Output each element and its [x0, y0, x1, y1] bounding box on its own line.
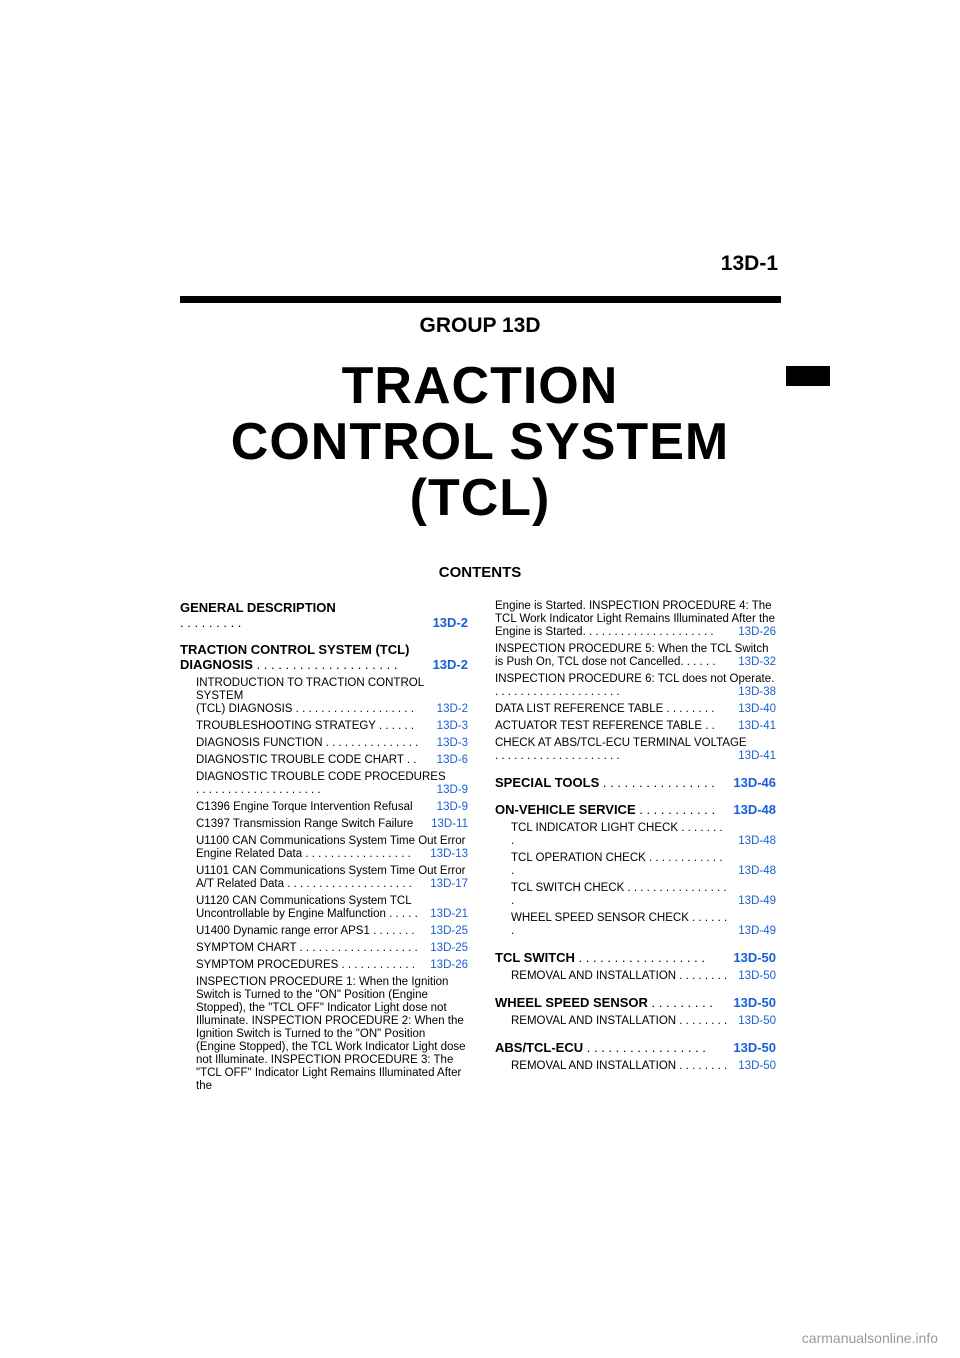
toc-page-link[interactable]: 13D-50	[734, 1015, 776, 1028]
toc-entry[interactable]	[180, 925, 468, 938]
toc-entry-line	[196, 720, 468, 733]
toc-entry-title-end: REMOVAL AND INSTALLATION	[511, 1015, 677, 1027]
toc-entry-line	[511, 912, 776, 938]
toc-entry-line	[196, 925, 468, 938]
toc-entry-line	[180, 615, 468, 630]
toc-entry[interactable]	[495, 882, 776, 908]
toc-page-link[interactable]: 13D-49	[734, 895, 776, 908]
toc-page-link[interactable]: 13D-9	[433, 784, 468, 797]
toc-entry[interactable]	[495, 775, 776, 790]
toc-entry-line	[511, 1015, 776, 1028]
toc-entry-title-end: REMOVAL AND INSTALLATION	[511, 970, 677, 982]
toc-entry[interactable]	[495, 802, 776, 817]
toc-entry-line	[495, 1040, 776, 1055]
toc-entry-line	[196, 737, 468, 750]
toc-entry-line	[495, 750, 776, 763]
toc-entry-line	[495, 703, 776, 716]
toc-entry[interactable]	[180, 771, 468, 797]
toc-leader-dots: . . . . . . . . .	[647, 995, 713, 1010]
toc-entry-title-end: ON-VEHICLE SERVICE	[495, 802, 636, 817]
title-line-1: TRACTION	[341, 357, 619, 415]
toc-leader-dots: . . . . . . .	[369, 925, 415, 937]
toc-entry-title-end: WHEEL SPEED SENSOR	[495, 995, 648, 1010]
toc-page-link[interactable]: 13D-48	[734, 835, 776, 848]
toc-page-link[interactable]: 13D-3	[433, 720, 468, 733]
toc-entry[interactable]	[180, 801, 468, 814]
toc-page-link[interactable]: 13D-11	[427, 818, 468, 831]
toc-entry[interactable]	[495, 643, 776, 669]
toc-entry-line	[511, 1060, 776, 1073]
title-line-3: (TCL)	[409, 469, 551, 527]
toc-page-link[interactable]: 13D-3	[433, 737, 468, 750]
group-label: GROUP 13D	[419, 314, 541, 337]
toc-leader-dots: . . . . . . . . . . .	[635, 802, 716, 817]
toc-entry-line	[511, 970, 776, 983]
toc-leader-dots: . . . . . . . . . . . . . . . . . . . .	[284, 878, 412, 890]
toc-leader-dots: . . . . .	[683, 656, 716, 668]
toc-left-column	[180, 600, 468, 1097]
toc-leader-dots: . . . . . . . . . . . . . . . . . . .	[296, 942, 418, 954]
toc-entry-line	[495, 802, 776, 817]
toc-page-link[interactable]: 13D-25	[426, 925, 468, 938]
toc-entry[interactable]	[495, 600, 776, 639]
toc-entry-title-end: SYMPTOM CHART	[196, 942, 297, 954]
toc-leader-dots: . . . . .	[385, 908, 418, 920]
toc-entry[interactable]	[495, 950, 776, 965]
toc-entry-line	[196, 848, 468, 861]
toc-entry-title: INTRODUCTION TO TRACTION CONTROL SYSTEM	[196, 677, 424, 702]
toc-entry-line	[495, 950, 776, 965]
toc-leader-dots: . . . . . . . .	[663, 703, 715, 715]
toc-leader-dots: . . . . . . .	[511, 912, 728, 937]
toc-leader-dots: . . . . . . . . . . . . . . . .	[599, 775, 715, 790]
toc-leader-dots: . . . . . . . .	[676, 1060, 728, 1072]
toc-entry[interactable]	[180, 642, 468, 672]
toc-entry-title-end: TCL SWITCH	[495, 950, 575, 965]
toc-entry-title-end: TCL INDICATOR LIGHT CHECK	[511, 822, 678, 834]
toc-page-link[interactable]: 13D-2	[429, 615, 468, 630]
toc-entry[interactable]	[180, 835, 468, 861]
toc-entry-line	[511, 852, 776, 878]
toc-leader-dots: . .	[403, 754, 417, 766]
toc-entry[interactable]	[495, 1060, 776, 1073]
toc-entry-title-end: SYMPTOM PROCEDURES	[196, 959, 339, 971]
toc-leader-dots: . . . . . . . . . . . . . . . . .	[302, 848, 411, 860]
toc-entry-title-end: ACTUATOR TEST REFERENCE TABLE	[495, 720, 703, 732]
toc-entry[interactable]	[495, 912, 776, 938]
contents-heading: CONTENTS	[438, 564, 522, 581]
toc-leader-dots: . . . . . .	[375, 720, 415, 732]
toc-entry-line	[495, 720, 776, 733]
toc-entry-title-end: WHEEL SPEED SENSOR CHECK	[511, 912, 689, 924]
toc-leader-dots: . . . . . . . . . . . . . . . . .	[511, 882, 727, 907]
toc-entry-line	[196, 754, 468, 767]
toc-leader-dots: . . . . . . . . . . . . . . . . .	[583, 1040, 706, 1055]
document-title	[0, 358, 960, 526]
toc-entry-title: CHECK AT ABS/TCL-ECU TERMINAL VOLTAGE	[495, 737, 747, 749]
toc-entry[interactable]	[495, 673, 776, 699]
toc-page-link[interactable]: 13D-38	[734, 686, 776, 699]
toc-entry-line	[511, 882, 776, 908]
title-line-2: CONTROL SYSTEM	[230, 413, 730, 471]
toc-entry-title-end: TCL OPERATION CHECK	[511, 852, 646, 864]
toc-entry[interactable]	[180, 976, 468, 1093]
toc-page-link[interactable]: 13D-50	[729, 950, 776, 965]
toc-page-link[interactable]: 13D-17	[426, 878, 468, 891]
toc-entry[interactable]	[180, 895, 468, 921]
toc-page-link[interactable]: 13D-2	[429, 657, 468, 672]
toc-entry-line	[495, 656, 776, 669]
toc-entry-title: TRACTION CONTROL SYSTEM (TCL)	[180, 642, 410, 657]
toc-page-link[interactable]: 13D-21	[426, 908, 468, 921]
toc-page-link[interactable]: 13D-50	[729, 1040, 776, 1055]
toc-entry-title-end: C1397 Transmission Range Switch Failure	[196, 818, 414, 830]
toc-leader-dots: . . . . . . . . . . . . . . . . . . .	[292, 703, 414, 715]
toc-page-link[interactable]: 13D-48	[734, 865, 776, 878]
page-number: 13D-1	[720, 252, 778, 275]
toc-leader-dots: . . . . . . . . . . . . . . . . . . . .	[495, 686, 620, 698]
toc-entry-line	[495, 626, 776, 639]
toc-page-link[interactable]: 13D-40	[734, 703, 776, 716]
toc-entry-line	[196, 908, 468, 921]
toc-entry[interactable]	[495, 970, 776, 983]
toc-entry-title-end: Uncontrollable by Engine Malfunction	[196, 908, 386, 920]
toc-leader-dots: . . . . . . . . . . . . . . . . . . . .	[585, 626, 714, 638]
toc-page-link[interactable]: 13D-50	[734, 1060, 776, 1073]
toc-entry[interactable]	[180, 942, 468, 955]
footer-watermark: carmanualsonline.info	[801, 1330, 938, 1346]
toc-leader-dots: . . . . . . . . .	[180, 615, 242, 630]
toc-page-link[interactable]: 13D-50	[734, 970, 776, 983]
toc-entry-line	[196, 784, 468, 797]
toc-entry-title: GENERAL DESCRIPTION	[180, 600, 336, 615]
toc-entry[interactable]	[495, 1015, 776, 1028]
toc-entry[interactable]	[180, 600, 468, 630]
toc-entry-title-end: TCL SWITCH CHECK	[511, 882, 625, 894]
toc-entry[interactable]	[180, 818, 468, 831]
toc-entry-title: INSPECTION PROCEDURE 1: When the Ignition Switch is Turned to the "ON" Position (Engine Stopped), the "TCL OFF" Indicator Light dose not Illuminate. INSPECTION PROCEDURE 2: When the Ignition Switch is Turned to the "ON" Position (Engine Stopped), the TCL Work Indicator Light dose not Illuminate. INSPECTION PROCEDURE 3: The "TCL OFF" Indicator Light Remains Illuminated After the	[196, 976, 466, 1092]
toc-entry-line	[196, 942, 468, 955]
header-rule	[180, 296, 781, 303]
toc-page-link[interactable]: 13D-26	[426, 959, 468, 972]
toc-page-link[interactable]: 13D-41	[734, 750, 776, 763]
toc-entry-title: INSPECTION PROCEDURE 6: TCL does not Operate.	[495, 673, 775, 685]
toc-leader-dots: . . . . . . . . . . . . . . . . . . . .	[252, 657, 398, 672]
toc-entry[interactable]	[495, 703, 776, 716]
toc-page-link[interactable]: 13D-41	[734, 720, 776, 733]
toc-leader-dots: . . . . . . . . . . . .	[338, 959, 415, 971]
toc-entry[interactable]	[495, 995, 776, 1010]
toc-leader-dots: . . . . . . . .	[676, 970, 728, 982]
toc-page-link[interactable]: 13D-32	[734, 656, 776, 669]
toc-entry-title-end: Engine Related Data	[196, 848, 303, 860]
toc-entry[interactable]	[180, 720, 468, 733]
toc-entry[interactable]	[180, 737, 468, 750]
toc-page-link[interactable]: 13D-49	[734, 925, 776, 938]
toc-entry-line	[196, 878, 468, 891]
toc-entry-title-end: (TCL) DIAGNOSIS	[196, 703, 293, 715]
toc-entry-line	[511, 822, 776, 848]
toc-entry-line	[495, 775, 776, 790]
toc-leader-dots: . . . . . . . . . . . . . . . . . . . .	[495, 750, 620, 762]
toc-entry-title: U1120 CAN Communications System TCL	[196, 895, 412, 907]
toc-leader-dots: . . . . . . . . . . . . . . . . . .	[574, 950, 705, 965]
toc-page-link[interactable]: 13D-46	[729, 775, 776, 790]
toc-entry-title-end: ABS/TCL-ECU	[495, 1040, 584, 1055]
toc-entry-title-end: DATA LIST REFERENCE TABLE	[495, 703, 664, 715]
toc-entry-title: INSPECTION PROCEDURE 5: When the TCL Switch	[495, 643, 769, 655]
toc-entry[interactable]	[495, 822, 776, 848]
toc-page-link[interactable]: 13D-50	[729, 995, 776, 1010]
toc-entry-title-end: C1396 Engine Torque Intervention Refusal	[196, 801, 413, 813]
toc-entry-line	[196, 959, 468, 972]
toc-entry[interactable]	[180, 865, 468, 891]
toc-entry-line	[196, 703, 468, 716]
toc-entry-line	[196, 818, 468, 831]
toc-page-link[interactable]: 13D-2	[433, 703, 468, 716]
toc-entry-title: U1101 CAN Communications System Time Out Error	[196, 865, 466, 877]
toc-entry-title-end: REMOVAL AND INSTALLATION	[511, 1060, 677, 1072]
toc-page-link[interactable]: 13D-26	[734, 626, 776, 639]
toc-leader-dots: . . . . . . . .	[676, 1015, 728, 1027]
toc-leader-dots: . . . . . . . . . . . . . . .	[322, 737, 419, 749]
toc-entry-title-end: DIAGNOSIS FUNCTION	[196, 737, 323, 749]
toc-entry[interactable]	[180, 959, 468, 972]
toc-leader-dots: . . . . . . . .	[511, 822, 723, 847]
toc-entry-title-end: TROUBLESHOOTING STRATEGY	[196, 720, 376, 732]
toc-entry-title-end: A/T Related Data	[196, 878, 285, 890]
toc-entry-title: Engine is Started. INSPECTION PROCEDURE 4: The TCL Work Indicator Light Remains Illuminated After the	[495, 600, 775, 625]
toc-entry-title-end: U1400 Dynamic range error APS1	[196, 925, 370, 937]
toc-entry-title-end: DIAGNOSTIC TROUBLE CODE CHART	[196, 754, 404, 766]
toc-page-link[interactable]: 13D-48	[729, 802, 776, 817]
toc-entry-title-end: Engine is Started.	[495, 626, 586, 638]
toc-leader-dots: . . . . . . . . . . . . . . . . . . . .	[196, 784, 321, 796]
toc-entry[interactable]	[495, 1040, 776, 1055]
toc-entry-title-end: is Push On, TCL dose not Cancelled.	[495, 656, 684, 668]
toc-leader-dots: . . . . . . . . . . . . .	[511, 852, 723, 877]
toc-page-link[interactable]: 13D-9	[433, 801, 468, 814]
toc-entry[interactable]	[495, 737, 776, 763]
toc-entry[interactable]	[495, 852, 776, 878]
toc-entry-title: DIAGNOSTIC TROUBLE CODE PROCEDURES	[196, 771, 446, 783]
toc-entry-line	[495, 995, 776, 1010]
toc-page-link[interactable]: 13D-25	[426, 942, 468, 955]
toc-entry-line	[196, 801, 468, 814]
toc-entry[interactable]	[180, 677, 468, 716]
toc-page-link[interactable]: 13D-13	[426, 848, 468, 861]
toc-leader-dots: . .	[702, 720, 715, 732]
toc-page-link[interactable]: 13D-6	[433, 754, 468, 767]
toc-entry-title: U1100 CAN Communications System Time Out Error	[196, 835, 466, 847]
toc-entry-title-end: SPECIAL TOOLS	[495, 775, 600, 790]
toc-right-column	[495, 600, 776, 1077]
toc-entry-line	[180, 657, 468, 672]
toc-entry-line	[495, 686, 776, 699]
toc-entry[interactable]	[180, 754, 468, 767]
toc-entry-title-end: DIAGNOSIS	[180, 657, 253, 672]
toc-entry[interactable]	[495, 720, 776, 733]
